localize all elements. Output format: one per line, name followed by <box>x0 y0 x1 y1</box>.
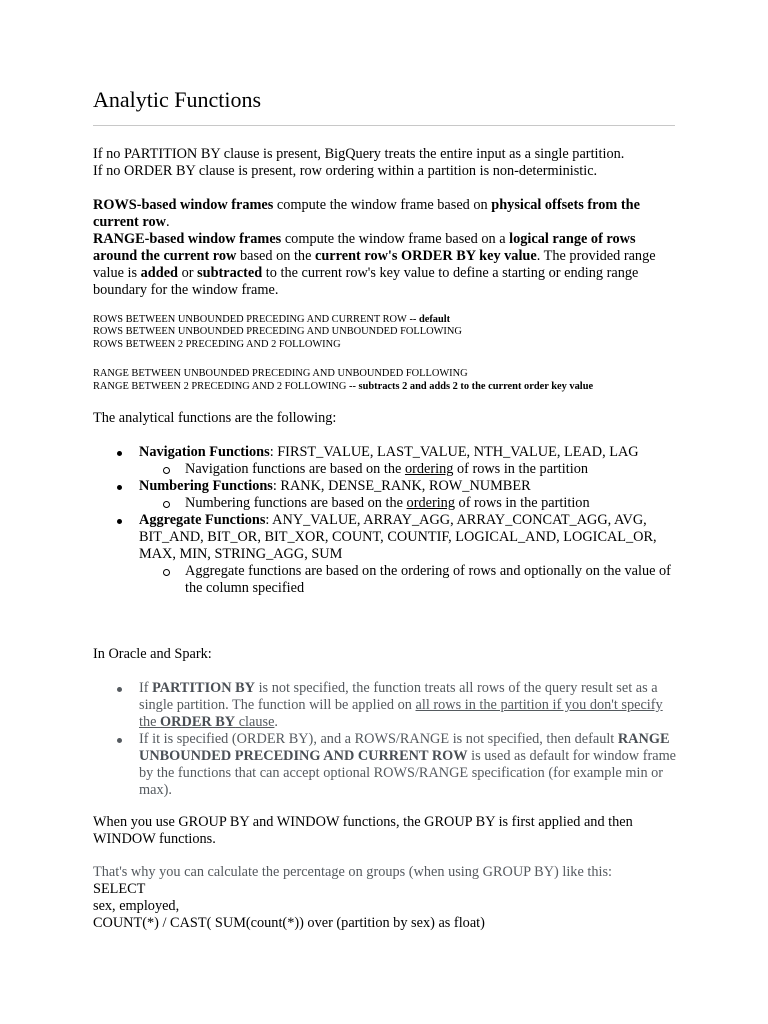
rows-frames-term-2: physical offsets from the current row <box>93 197 640 230</box>
numbering-sub-ordering: ordering <box>406 495 455 511</box>
numbering-sub-text: Numbering functions are based on the <box>185 495 407 511</box>
list-item-navigation <box>93 444 683 461</box>
range-frames-term-3: current row's ORDER BY key value <box>315 248 537 264</box>
sql-line-1: SELECT <box>93 881 146 897</box>
intro-line-1: If no PARTITION BY clause is present, BigQuery treats the entire input as a single partition. <box>93 146 625 162</box>
intro-paragraph <box>93 146 683 180</box>
oracle-item-1-text: If <box>139 680 153 696</box>
intro-line-2: If no ORDER BY clause is present, row ordering within a partition is non-deterministic. <box>93 163 598 179</box>
sql-line-2: sex, employed, <box>93 898 180 914</box>
numbering-sub-end: of rows in the partition <box>454 495 590 511</box>
hollow-bullet-icon <box>163 501 170 508</box>
range-frames-subtracted: subtracted <box>197 265 263 281</box>
range-frames-text-3: . The provided range value is <box>93 248 656 281</box>
oracle-item-1-text-2: is not specified, the function treats all rows of the query result set as a single partition. The function will be applied on <box>139 680 658 713</box>
range-frames-term-2: logical range of rows around the current row <box>93 231 636 264</box>
list-item-aggregate <box>93 512 683 563</box>
frame-example-3: ROWS BETWEEN 2 PRECEDING AND 2 FOLLOWING <box>93 339 341 350</box>
frame-example-5-text: RANGE BETWEEN 2 PRECEDING AND 2 FOLLOWING <box>93 381 347 392</box>
navigation-sub-text: Navigation functions are based on the <box>185 461 405 477</box>
list-subitem-aggregate <box>93 563 683 597</box>
range-frames-paragraph <box>93 231 683 299</box>
list-item-numbering <box>93 478 683 495</box>
frame-example-5-note: -- subtracts 2 and adds 2 to the current order key value <box>346 381 594 392</box>
navigation-sub-ordering: ordering <box>404 461 454 477</box>
aggregate-items: : ANY_VALUE, ARRAY_AGG, ARRAY_CONCAT_AGG, AVG, BIT_AND, BIT_OR, BIT_XOR, COUNT, COUNTIF, LOGICAL_AND, LOGICAL_OR, MAX, MIN, STRING_AGG, SUM <box>139 512 657 562</box>
bullet-icon <box>117 738 122 743</box>
range-frames-end: to the current row's key value to define a starting or ending range boundary for the window frame. <box>93 265 639 298</box>
oracle-item-1-order-by: ORDER BY <box>160 714 236 730</box>
oracle-item-2-text: If it is specified (ORDER BY), and a ROWS/RANGE is not specified, then default <box>139 731 618 747</box>
frame-example-5 <box>93 380 693 394</box>
oracle-item-1-clause: clause <box>235 714 275 730</box>
list-subitem-numbering <box>93 495 683 512</box>
aggregate-label: Aggregate Functions <box>139 512 266 528</box>
title-divider <box>93 125 675 126</box>
bullet-icon <box>117 485 122 490</box>
range-frames-text: compute the window frame based on a <box>281 231 510 247</box>
oracle-item-1-end: . <box>274 714 278 730</box>
range-frames-text-2: based on the <box>236 248 315 264</box>
aggregate-sub-text: Aggregate functions are based on the ordering of rows and optionally on the value of the column specified <box>185 563 671 596</box>
range-frames-or: or <box>178 265 198 281</box>
numbering-items: : RANK, DENSE_RANK, ROW_NUMBER <box>272 478 531 494</box>
range-frames-added: added <box>140 265 179 281</box>
oracle-item-1-underlined-text: all rows in the partition if you don't specify the <box>139 697 663 730</box>
oracle-item-1-partition-by: PARTITION BY <box>152 680 256 696</box>
navigation-items: : FIRST_VALUE, LAST_VALUE, NTH_VALUE, LEAD, LAG <box>269 444 639 460</box>
list-intro: The analytical functions are the following: <box>93 410 337 426</box>
group-by-paragraph: When you use GROUP BY and WINDOW functions, the GROUP BY is first applied and then WINDOW functions. <box>93 814 633 847</box>
range-frames-term: RANGE-based window frames <box>93 231 282 247</box>
oracle-item-2-default-frame: RANGE UNBOUNDED PRECEDING AND CURRENT ROW <box>139 731 670 764</box>
list-subitem-navigation <box>93 461 683 478</box>
rows-frames-end: . <box>165 214 170 230</box>
percentage-paragraph: That's why you can calculate the percentage on groups (when using GROUP BY) like this: <box>93 864 612 880</box>
hollow-bullet-icon <box>163 467 170 474</box>
oracle-item-order <box>93 731 683 799</box>
navigation-sub-end: of rows in the partition <box>453 461 588 477</box>
oracle-item-2-text-2: is used as default for window frame by the functions that can accept optional ROWS/RANGE specification (for example min or max). <box>139 748 677 798</box>
rows-frames-text: compute the window frame based on <box>273 197 492 213</box>
hollow-bullet-icon <box>163 569 170 576</box>
bullet-icon <box>117 519 122 524</box>
frame-example-1-note: -- default <box>406 314 451 325</box>
frame-example-1-text: ROWS BETWEEN UNBOUNDED PRECEDING AND CURRENT ROW <box>93 314 407 325</box>
page-title: Analytic Functions <box>93 87 262 112</box>
frame-example-4: RANGE BETWEEN UNBOUNDED PRECEDING AND UNBOUNDED FOLLOWING <box>93 368 468 379</box>
oracle-item-partition <box>93 680 683 731</box>
rows-frames-paragraph <box>93 197 683 231</box>
oracle-heading: In Oracle and Spark: <box>93 646 212 662</box>
sql-code-block <box>93 881 683 932</box>
navigation-label: Navigation Functions <box>139 444 270 460</box>
sql-line-3: COUNT(*) / CAST( SUM(count(*)) over (partition by sex) as float) <box>93 915 485 931</box>
bullet-icon <box>117 451 122 456</box>
frame-example-2: ROWS BETWEEN UNBOUNDED PRECEDING AND UNBOUNDED FOLLOWING <box>93 326 462 337</box>
oracle-list <box>93 680 683 799</box>
numbering-label: Numbering Functions <box>139 478 273 494</box>
bullet-icon <box>117 687 122 692</box>
function-list <box>93 444 683 597</box>
rows-frames-term: ROWS-based window frames <box>93 197 274 213</box>
